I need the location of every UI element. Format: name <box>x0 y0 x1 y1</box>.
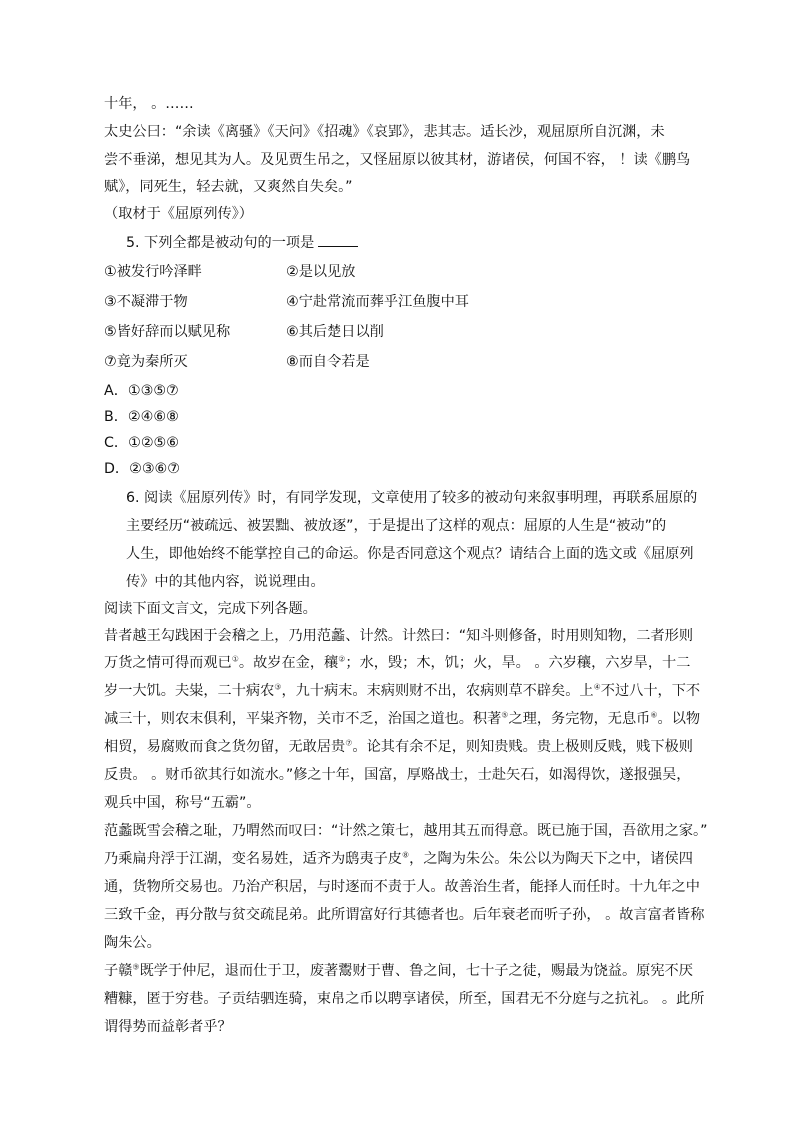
text-run: ①被发行吟泽畔 <box>104 264 202 280</box>
text-line <box>126 516 666 536</box>
text-line <box>104 352 188 372</box>
text-line <box>104 292 188 312</box>
text-line <box>104 905 704 925</box>
text-line <box>104 433 179 453</box>
footnote-marker: ⑨ <box>132 962 140 972</box>
text-run: 子赣 <box>104 963 133 979</box>
text-run: 。故岁在金，穰 <box>238 655 339 671</box>
text-line <box>104 204 253 224</box>
text-line <box>126 488 697 508</box>
text-line <box>104 849 693 869</box>
text-run: 太史公曰：“余读《离骚》《天问》《招魂》《哀郢》，悲其志。适长沙，观屈原所自沉渊，未 <box>104 124 665 140</box>
text-line <box>126 572 325 592</box>
text-line <box>104 177 353 197</box>
text-line <box>104 709 700 729</box>
text-line <box>104 381 179 401</box>
text-run: 人生，即他始终不能掌控自己的命运。你是否同意这个观点？请结合上面的选文或《屈原列 <box>126 546 694 562</box>
answer-blank[interactable] <box>318 232 358 247</box>
text-run: 。论其有余不足，则知贵贱。贵上极则反贱，贱下极则 <box>352 739 693 755</box>
footnote-marker: ⑤ <box>501 710 509 720</box>
text-run: D．②③⑥⑦ <box>104 461 180 477</box>
text-run: 6. 阅读《屈原列传》时，有同学发现，文章使用了较多的被动句来叙事明理，再联系屈原的 <box>126 490 698 506</box>
text-run: 昔者越王勾践困于会稽之上，乃用范蠡、计然。计然曰：“知斗则修备，时用则知物，二者形则 <box>104 628 694 644</box>
text-run: ，九十病末。末病则财不出，农病则草不辟矣。上 <box>281 683 594 699</box>
text-run: 传》中的其他内容，说说理由。 <box>126 574 325 590</box>
text-line <box>104 961 693 981</box>
text-run: 三致千金，再分散与贫交疏昆弟。此所谓富好行其德者也。后年衰老而听子孙， 。故言富者皆称 <box>104 907 705 923</box>
text-run: ⑧而自令若是 <box>286 354 370 370</box>
text-run: 。以物 <box>657 711 701 727</box>
text-run: 阅读下面文言文，完成下列各题。 <box>104 601 317 617</box>
text-run: 赋》，同死生，轻去就，又爽然自失矣。” <box>104 179 353 195</box>
text-run: 之理，务完物，无息币 <box>508 711 651 727</box>
text-run: 糟糠，匿于穷巷。子贡结驷连骑，束帛之币以聘享诸侯，所至，国君无不分庭与之抗礼。 。此所 <box>104 991 705 1007</box>
text-run: 范蠡既雪会稽之耻，乃喟然而叹曰：“计然之策七，越用其五而得意。既已施于国，吾欲用之家。” <box>104 823 708 839</box>
text-run: ；水，毁；木，饥；火，旱。 。六岁穰，六岁旱，十二 <box>345 655 691 671</box>
footnote-marker: ⑦ <box>345 738 353 748</box>
text-line <box>104 681 700 701</box>
text-run: 不过八十，下不 <box>600 683 701 699</box>
text-line <box>104 877 700 897</box>
text-line <box>286 292 469 312</box>
text-run: 反贵。 。财币欲其行如流水。”修之十年，国富，厚赂战士，士赴矢石，如渴得饮，遂报强吴， <box>104 767 691 783</box>
text-run: B．②④⑥⑧ <box>104 409 179 425</box>
text-run: ③不凝滞于物 <box>104 294 188 310</box>
footnote-marker: ⑧ <box>401 850 410 860</box>
text-line <box>104 322 230 342</box>
text-line <box>126 232 358 253</box>
text-line <box>104 626 693 646</box>
text-line <box>104 653 690 673</box>
text-line <box>104 933 161 953</box>
footnote-marker: ① <box>231 654 239 664</box>
text-run: ⑤皆好辞而以赋见称 <box>104 324 231 340</box>
text-line <box>286 352 370 372</box>
text-run: 相贸，易腐败而食之货勿留，无敢居贵 <box>104 739 346 755</box>
text-line <box>104 989 704 1009</box>
text-run: 谓得势而益彰者乎？ <box>104 1019 232 1035</box>
text-run: C．①②⑤⑥ <box>104 435 179 451</box>
text-line <box>104 262 202 282</box>
text-run: 陶朱公。 <box>104 935 161 951</box>
text-run: 尝不垂涕，想见其为人。及见贾生吊之，又怪屈原以彼其材，游诸侯，何国不容， ！读《鹏鸟 <box>104 152 691 168</box>
text-run: 减三十，则农末俱利，平粜齐物，关市不乏，治国之道也。积著 <box>104 711 502 727</box>
text-line <box>104 765 690 785</box>
text-run: 岁一大饥。夫粜，二十病农 <box>104 683 275 699</box>
text-run: 万货之情可得而观已 <box>104 655 232 671</box>
text-run: 主要经历“被疏远、被罢黜、被放逐”，于是提出了这样的观点：屈原的人生是“被动”的 <box>126 518 667 534</box>
text-run: 十年， 。…… <box>104 96 194 112</box>
text-run: 通，货物所交易也。乃治产积居，与时逐而不责于人。故善治生者，能择人而任时。十九年之中 <box>104 879 700 895</box>
text-run: 乃乘扁舟浮于江湖，变名易姓，适齐为鸱夷子皮 <box>104 851 402 867</box>
text-run: 观兵中国，称号“五霸”。 <box>104 795 261 811</box>
text-run: 既学于仲尼，退而仕于卫，废著鬻财于曹、鲁之间，七十子之徒，赐最为饶益。原宪不厌 <box>139 963 693 979</box>
text-line <box>286 322 384 342</box>
text-run: ，之陶为朱公。朱公以为陶天下之中，诸侯四 <box>409 851 693 867</box>
text-line <box>104 94 194 114</box>
footnote-marker: ③ <box>274 682 282 692</box>
text-run: ⑦竟为秦所灭 <box>104 354 188 370</box>
text-line <box>104 1017 232 1037</box>
footnote-marker: ⑥ <box>650 710 658 720</box>
footnote-marker: ② <box>338 654 346 664</box>
text-line <box>104 599 317 619</box>
text-line <box>104 821 707 841</box>
text-line <box>104 407 179 427</box>
text-run: ⑥其后楚日以削 <box>286 324 384 340</box>
text-run: ④宁赴常流而葬乎江鱼腹中耳 <box>286 294 469 310</box>
text-run: ②是以见放 <box>286 264 356 280</box>
text-run: （取材于《屈原列传》） <box>104 206 253 222</box>
footnote-marker: ④ <box>593 682 601 692</box>
text-line <box>104 793 261 813</box>
text-line <box>104 150 690 170</box>
text-line <box>104 737 693 757</box>
text-line <box>126 544 694 564</box>
text-run: A．①③⑤⑦ <box>104 383 179 399</box>
text-run: 5. 下列全都是被动句的一项是 <box>126 235 315 251</box>
text-line <box>286 262 355 282</box>
text-line <box>104 122 665 142</box>
text-line <box>104 459 180 479</box>
